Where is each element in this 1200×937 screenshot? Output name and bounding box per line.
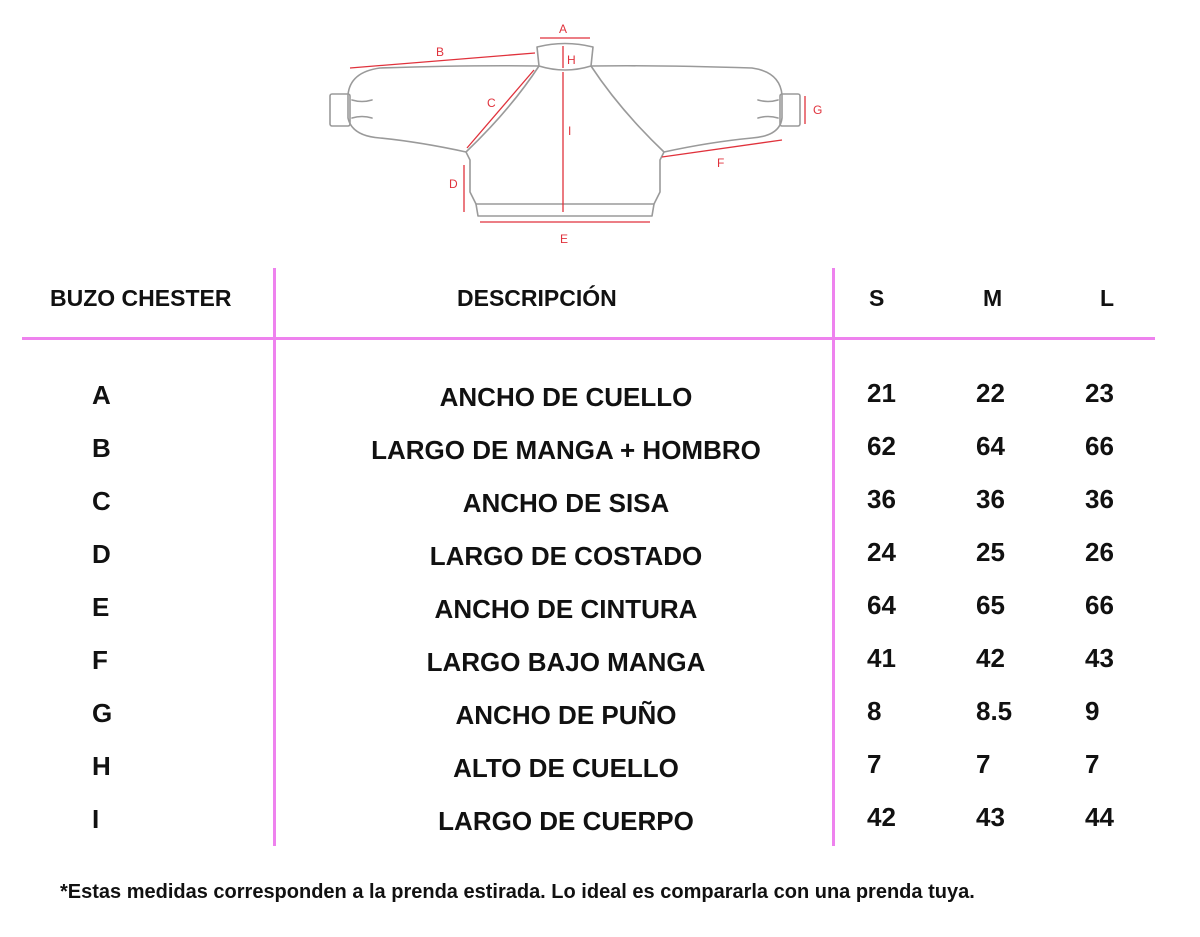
label-d: D [449, 177, 458, 191]
row-size-l: 26 [1085, 537, 1114, 567]
table-row [0, 749, 1200, 793]
row-code: H [92, 751, 111, 781]
row-size-s: 7 [867, 749, 882, 779]
row-size-m: 43 [976, 802, 1005, 832]
header-size-s: S [869, 285, 885, 311]
header-product: BUZO CHESTER [50, 285, 232, 311]
row-size-s: 64 [867, 590, 896, 620]
row-size-l: 36 [1085, 484, 1114, 514]
row-description: ANCHO DE PUÑO [455, 700, 677, 730]
row-size-l: 66 [1085, 431, 1114, 461]
row-code: I [92, 804, 100, 834]
row-description: ALTO DE CUELLO [453, 753, 679, 783]
header-size-l: L [1100, 285, 1115, 311]
label-g: G [813, 103, 823, 117]
row-description: ANCHO DE SISA [462, 488, 670, 518]
header-divider [22, 337, 1155, 340]
row-code: F [92, 645, 108, 675]
row-size-l: 43 [1085, 643, 1114, 673]
row-description: LARGO DE MANGA + HOMBRO [371, 435, 761, 465]
row-size-s: 21 [867, 378, 896, 408]
row-size-m: 65 [976, 590, 1005, 620]
row-size-s: 24 [867, 537, 896, 567]
row-size-l: 9 [1085, 696, 1100, 726]
row-code: D [92, 539, 111, 569]
row-description: LARGO BAJO MANGA [426, 647, 706, 677]
sweatshirt-outline [330, 44, 800, 217]
row-size-s: 8 [867, 696, 882, 726]
label-c: C [487, 96, 496, 110]
table-row [0, 484, 1200, 528]
label-a: A [559, 22, 568, 36]
row-size-m: 22 [976, 378, 1005, 408]
row-size-m: 8.5 [976, 696, 1013, 726]
row-code: C [92, 486, 111, 516]
header-description: DESCRIPCIÓN [457, 285, 617, 311]
table-row [0, 590, 1200, 634]
table-row [0, 537, 1200, 581]
row-description: ANCHO DE CINTURA [434, 594, 698, 624]
sweatshirt-outline-drawing [0, 0, 1200, 260]
row-size-l: 7 [1085, 749, 1100, 779]
row-code: E [92, 592, 110, 622]
measurement-letters [436, 22, 822, 246]
row-size-l: 44 [1085, 802, 1114, 832]
label-h: H [567, 53, 576, 67]
measurement-lines [350, 38, 805, 222]
row-code: B [92, 433, 111, 463]
row-size-m: 36 [976, 484, 1005, 514]
label-f: F [717, 156, 725, 170]
row-size-s: 62 [867, 431, 896, 461]
row-description: ANCHO DE CUELLO [439, 382, 693, 412]
table-row [0, 431, 1200, 475]
row-size-l: 23 [1085, 378, 1114, 408]
garment-diagram [0, 0, 1200, 260]
row-code: A [92, 380, 111, 410]
row-size-s: 42 [867, 802, 896, 832]
label-i: I [568, 124, 572, 138]
measurement-footnote: *Estas medidas corresponden a la prenda estirada. Lo ideal es compararla con una prenda tuya. [60, 881, 975, 903]
row-size-s: 36 [867, 484, 896, 514]
table-row [0, 643, 1200, 687]
row-size-m: 25 [976, 537, 1005, 567]
row-description: LARGO DE CUERPO [438, 806, 694, 836]
label-b: B [436, 45, 445, 59]
header-size-m: M [983, 285, 1003, 311]
row-code: G [92, 698, 113, 728]
row-size-l: 66 [1085, 590, 1114, 620]
row-size-m: 64 [976, 431, 1005, 461]
table-row [0, 378, 1200, 422]
row-description: LARGO DE COSTADO [429, 541, 703, 571]
row-size-s: 41 [867, 643, 896, 673]
row-size-m: 7 [976, 749, 991, 779]
table-row [0, 802, 1200, 846]
table-row [0, 696, 1200, 740]
label-e: E [560, 232, 569, 246]
row-size-m: 42 [976, 643, 1005, 673]
